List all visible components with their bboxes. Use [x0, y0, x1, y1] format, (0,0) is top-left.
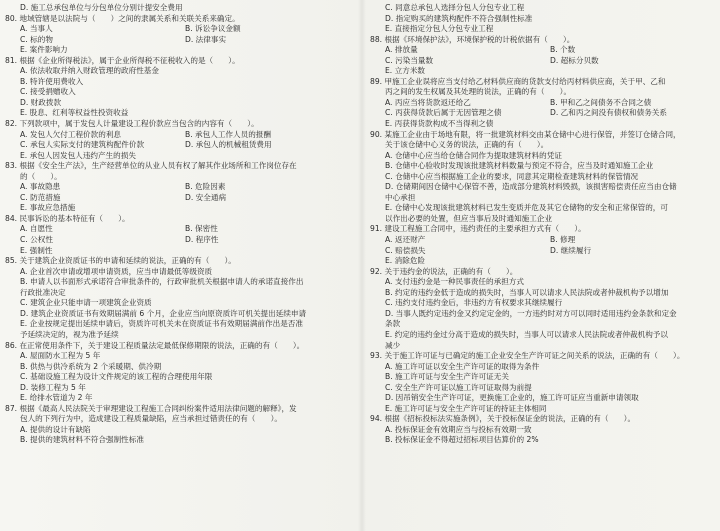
option-text: B. 约定的违约金低于造成的损失时，当事人可以请求人民法院或者仲裁机构予以增加 [385, 287, 669, 297]
option-pair [5, 130, 355, 141]
option-text: E. 约定的违约金过分高于造成的损失时，当事人可以请求人民法院或者仲裁机构予以 [385, 329, 668, 339]
option-pair [5, 193, 355, 204]
text-continuation: 关于该仓储中心义务的说法，正确的有（ ）。 [385, 140, 549, 150]
option-text: B. 申请人以书面形式承诺符合审批条件的，行政审批机关根据申请人的承诺直接作出 [20, 277, 304, 287]
option-pair [5, 24, 355, 35]
option-text: E. 施工许可证与安全生产许可证的持证主体相同 [385, 403, 547, 413]
question-stem: 90. 某施工企业由于场地有限，将一批建筑材料交由某仓储中心进行保管，并签订仓储合同， [370, 129, 681, 139]
option-text: E. 给排水管道为 2 年 [20, 393, 93, 403]
option-text: D. 乙和丙之间没有债权和债务关系 [550, 108, 667, 118]
option-text: D. 继续履行 [550, 245, 592, 255]
option-text: D. 超标分贝数 [550, 55, 599, 65]
option-text: A. 发包人欠付工程价款的利息 [20, 129, 122, 139]
option-text: A. 支付违约金是一种民事责任的承担方式 [385, 277, 524, 287]
option-text: E. 承包人因发包人违约产生的损失 [20, 150, 136, 160]
option-text: A. 返还财产 [385, 235, 426, 245]
option-pair [370, 235, 715, 246]
text-continuation: 丙之间的发生权属及其处理的说法，正确的有（ ）。 [385, 87, 572, 97]
text-continuation: 条款 [385, 319, 401, 329]
option-text: A. 提供的设计有缺陷 [20, 424, 91, 434]
option-pair [5, 35, 355, 46]
option-text: E. 企业按规定提出延续申请后，资质许可机关未在资质证书有效期届满前作出是否准 [20, 319, 303, 329]
option-text: A. 自愿性 [20, 224, 53, 234]
option-text: D. 因吊销安全生产许可证，更换施工企业的，施工许可证应当重新申请领取 [385, 393, 639, 403]
question-stem: 81. 根据《企业所得税法》，属于企业所得税不征税收入的是（ ）。 [5, 55, 240, 65]
question-stem: 91. 建设工程施工合同中，违约责任的主要承担方式有（ ）。 [370, 224, 586, 234]
option-pair [5, 235, 355, 246]
option-text: E. 案件影响力 [20, 45, 68, 55]
option-text: B. 诉讼争议金额 [185, 24, 241, 34]
text-continuation: 的（ ）。 [20, 171, 62, 181]
question-stem: 93. 关于施工许可证与已确定的施工企业安全生产许可证之间关系的说法，正确的有（ ）。 [370, 351, 685, 361]
option-text: B. 甲和乙之间债务不合同之债 [550, 97, 652, 107]
option-text: D. 程序性 [185, 235, 219, 245]
option-text: A. 当事人 [20, 24, 53, 34]
option-text: E. 事故应急措施 [20, 203, 76, 213]
text-continuation: 中心承担 [385, 192, 416, 202]
option-text: A. 投标保证金有效期应当与投标有效期一致 [385, 424, 532, 434]
option-text: D. 装修工程为 5 年 [20, 382, 86, 392]
question-stem: 83. 根据《安全生产法》，生产经营单位的从业人员有权了解其作业场所和工作岗位存在 [5, 161, 297, 171]
text-continuation: 减少 [385, 340, 401, 350]
option-text: A. 仓储中心应当给仓储合同作为提取建筑材料的凭证 [385, 150, 562, 160]
question-stem: 89. 甲施工企业误将应当支付给乙材料供应商的货款支付给丙材料供应商，关于甲、乙和 [370, 76, 666, 86]
option-text: C. 安全生产许可证以施工许可证取得为前提 [385, 382, 532, 392]
option-text: B. 修理 [550, 235, 576, 245]
option-text: D. 财政拨款 [20, 97, 62, 107]
option-text: A. 屋面防水工程为 5 年 [20, 351, 101, 361]
option-text: E. 直接指定分包人分包专业工程 [385, 24, 494, 34]
option-text: C. 防范措施 [20, 192, 61, 202]
question-stem: 85. 关于建筑企业资质证书的申请和延续的说法，正确的有（ ）。 [5, 256, 236, 266]
option-text: C. 标的物 [20, 34, 53, 44]
option-text: C. 公权性 [20, 235, 53, 245]
right-column [370, 3, 715, 531]
left-column [5, 3, 355, 531]
option-pair [370, 56, 715, 67]
option-text: B. 特许使用费收入 [20, 76, 84, 86]
option-pair [370, 45, 715, 56]
option-pair [5, 224, 355, 235]
option-text: D. 建筑企业资质证书有效期届满前 6 个月，企业应当向原资质许可机关提出延续申请 [20, 308, 307, 318]
option-text: D. 施工总承包单位与分包单位分别计提安全费用 [20, 3, 183, 12]
option-text: A. 企业首次申请或增项申请资质，应当申请最低等级资质 [20, 266, 213, 276]
question-stem: 80. 地域管辖是以法院与（ ）之间的隶属关系和关联关系来确定。 [5, 13, 240, 23]
option-text: A. 施工许可证以安全生产许可证的取得为条件 [385, 361, 540, 371]
question-stem: 87. 根据《最高人民法院关于审理建设工程施工合同纠纷案件适用法律问题的解释》，发 [5, 403, 297, 413]
option-text: B. 提供的建筑材料不符合强制性标准 [20, 435, 144, 445]
option-text: E. 股息、红利等权益性投资收益 [20, 108, 129, 118]
question-stem: 88. 根据《环境保护法》，环境保护税的计税依据有（ ）。 [370, 34, 575, 44]
question-stem: 84. 民事诉讼的基本特征有（ ）。 [5, 213, 130, 223]
text-continuation: 予延续决定的，视为准予延续 [20, 329, 119, 339]
option-text: C. 污染当量数 [385, 55, 434, 65]
option-pair [5, 140, 355, 151]
option-text: B. 供热与供冷系统为 2 个采暖期、供冷期 [20, 361, 162, 371]
option-text: D. 法律事实 [185, 34, 227, 44]
option-text: B. 投标保证金不得超过招标项目估算价的 2% [385, 435, 539, 445]
option-text: D. 当事人既约定违约金又约定定金的，一方违约时对方可以同时适用违约金条款和定金 [385, 308, 677, 318]
page-fold [358, 0, 366, 531]
option-text: B. 保密性 [185, 224, 218, 234]
option-pair [370, 108, 715, 119]
option-text: C. 基础设施工程为设计文件规定的该工程的合理使用年限 [20, 372, 213, 382]
option-text: D. 指定购买的建筑构配件不符合强制性标准 [385, 13, 533, 23]
text-continuation: 以作出必要的处置，但应当事后及时通知施工企业 [385, 213, 553, 223]
option-text: D. 仓储期间因仓储中心保管不善，造成部分建筑材料毁损，该损害赔偿责任应当由仓储 [385, 182, 677, 192]
option-text: E. 立方米数 [385, 66, 426, 76]
option-text: C. 仓储中心应当根据施工企业的要求，同意其定期检查建筑材料的保管情况 [385, 171, 639, 181]
option-text: A. 事故隐患 [20, 182, 61, 192]
option-text: B. 仓储中心验收时发现该批建筑材料数量与预定不符合，应当及时通知施工企业 [385, 161, 654, 171]
option-text: C. 赔偿损失 [385, 245, 426, 255]
option-text: B. 施工许可证与安全生产许可证无关 [385, 372, 509, 382]
option-text: A. 依法收取并纳入财政管理的政府性基金 [20, 66, 159, 76]
text-continuation: 包人的下列行为中，造成建设工程质量缺陷，应当承担过错责任的有（ ）。 [20, 414, 282, 424]
option-text: A. 排放量 [385, 45, 418, 55]
option-text: E. 强制性 [20, 245, 53, 255]
option-text: E. 消除危险 [385, 256, 426, 266]
option-text: C. 接受捐赠收入 [20, 87, 76, 97]
option-text: B. 危险因素 [185, 182, 226, 192]
option-text: B. 个数 [550, 45, 576, 55]
option-text: B. 承包人工作人员的报酬 [185, 129, 271, 139]
option-text: D. 安全通病 [185, 192, 227, 202]
option-text: A. 丙应当将货款返还给乙 [385, 97, 471, 107]
option-text: C. 丙获得货款后属于无因管理之债 [385, 108, 502, 118]
option-text: C. 同意总承包人选择分包人分包专业工程 [385, 3, 525, 12]
option-text: E. 仓储中心发现该批建筑材料已发生变质并危及其它仓储物的安全和正常保管的，可 [385, 203, 668, 213]
question-stem: 86. 在正常使用条件下，关于建设工程质量法定最低保修期限的说法，正确的有（ ）。 [5, 340, 305, 350]
text-continuation: 行政批准决定 [20, 287, 66, 297]
option-text: E. 丙获得货款构成不当得利之债 [385, 119, 494, 129]
question-stem: 82. 下列款项中，属于发包人计量建设工程价款应当包含的内容有（ ）。 [5, 119, 259, 129]
option-text: C. 建筑企业只能申请一项建筑企业资质 [20, 298, 152, 308]
option-pair [5, 182, 355, 193]
option-pair [370, 246, 715, 257]
option-text: C. 违约支付违约金后，非违约方有权要求其继续履行 [385, 298, 563, 308]
option-pair [370, 98, 715, 109]
option-text: D. 承包人的机械租赁费用 [185, 140, 272, 150]
question-stem: 92. 关于违约金的说法，正确的有（ ）。 [370, 266, 518, 276]
question-stem: 94. 根据《招标投标法实施条例》，关于投标保证金的说法，正确的有（ ）。 [370, 414, 636, 424]
option-text: C. 承包人实际支付的建筑构配件价款 [20, 140, 145, 150]
